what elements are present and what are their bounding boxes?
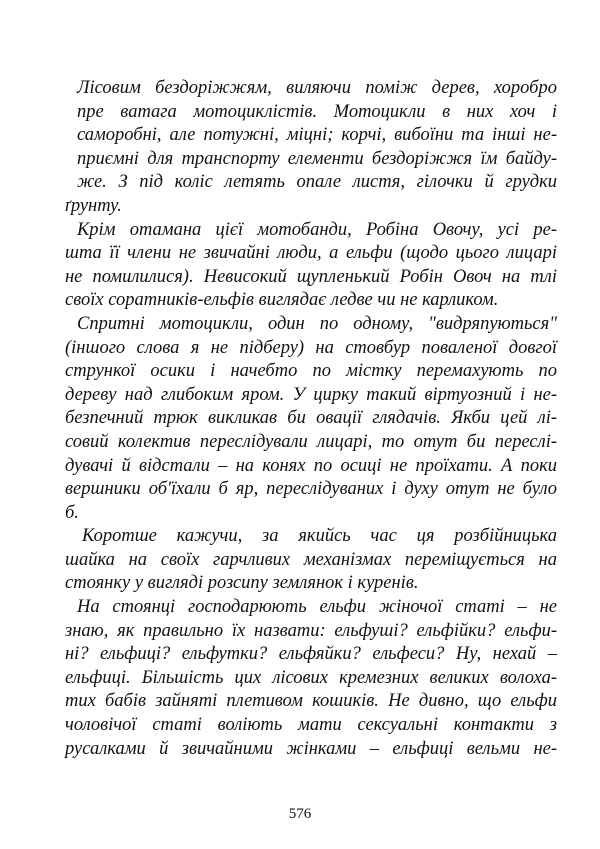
text-line: русалками й звичайними жінками – ельфиці вельми не- (65, 738, 557, 759)
text-line: стоянку у вигляді розсипу землянок і куренів. (65, 573, 419, 594)
text-line: шайка на своїх гарчливих механізмах переміщується на (65, 549, 557, 570)
text-line: безпечний трюк викликав би овації глядачів. Якби цей лі- (65, 408, 557, 429)
text-line: же. З під коліс летять опале листя, гілочки й грудки (77, 172, 557, 193)
text-line: дереву над глибоким яром. У цирку такий віртуозний і не- (65, 384, 557, 405)
text-line: тих бабів зайняті плетивом кошиків. Не дивно, що ельфи (65, 691, 557, 712)
text-line: На стоянці господарюють ельфи жіночої статі – не (77, 597, 557, 618)
text-line: приємні для транспорту елементи бездоріжжя їм байду- (77, 148, 557, 169)
text-line: Коротше кажучи, за якийсь час ця розбійницька (82, 526, 557, 547)
text-line: б. (65, 502, 79, 523)
text-line: знаю, як правильно їх назвати: ельфуші? ельфійки? ельфи- (65, 620, 557, 641)
text-line: Спритні мотоцикли, один по одному, "видряпуються" (77, 313, 557, 334)
text-line: Крім отамана цієї мотобанди, Робіна Овочу, усі ре- (77, 219, 557, 240)
text-line: чоловічої статі воліють мати сексуальні контакти з (65, 715, 557, 736)
text-line: совий колектив переслідували лицарі, то отут би переслі- (65, 431, 557, 452)
text-line: ґрунту. (65, 195, 122, 216)
text-line: не помилилися). Невисокий щупленький Робін Овоч на тлі (65, 266, 557, 287)
text-line: (іншого слова я не підберу) на стовбур поваленої довгої (65, 337, 557, 358)
text-line: вершники об'їхали б яр, переслідуваних і духу отут не було (65, 479, 557, 500)
text-line: своїх соратників-ельфів виглядає ледве чи не карликом. (65, 290, 499, 311)
page-number: 576 (288, 806, 312, 822)
text-line: шта її члени не звичайні люди, а ельфи (щодо цього лицарі (65, 243, 557, 264)
text-line: пре ватага мотоциклістів. Мотоцикли в них хоч і (77, 101, 557, 122)
text-line: Лісовим бездоріжжям, виляючи поміж дерев, хоробро (77, 78, 557, 98)
body-text (65, 77, 557, 761)
text-line: саморобні, але потужні, міцні; корчі, вибоїни та інші не- (77, 125, 557, 146)
text-line: ельфиці. Більшість цих лісових кремезних великих волоха- (65, 667, 557, 688)
text-line: стрункої осики і начебто по містку перемахують по (65, 361, 557, 382)
text-line: дувачі й відстали – на конях по осиці не проїхати. А поки (65, 455, 557, 476)
text-line: ні? ельфиці? ельфутки? ельфяйки? ельфеси? Ну, нехай – (65, 644, 557, 665)
